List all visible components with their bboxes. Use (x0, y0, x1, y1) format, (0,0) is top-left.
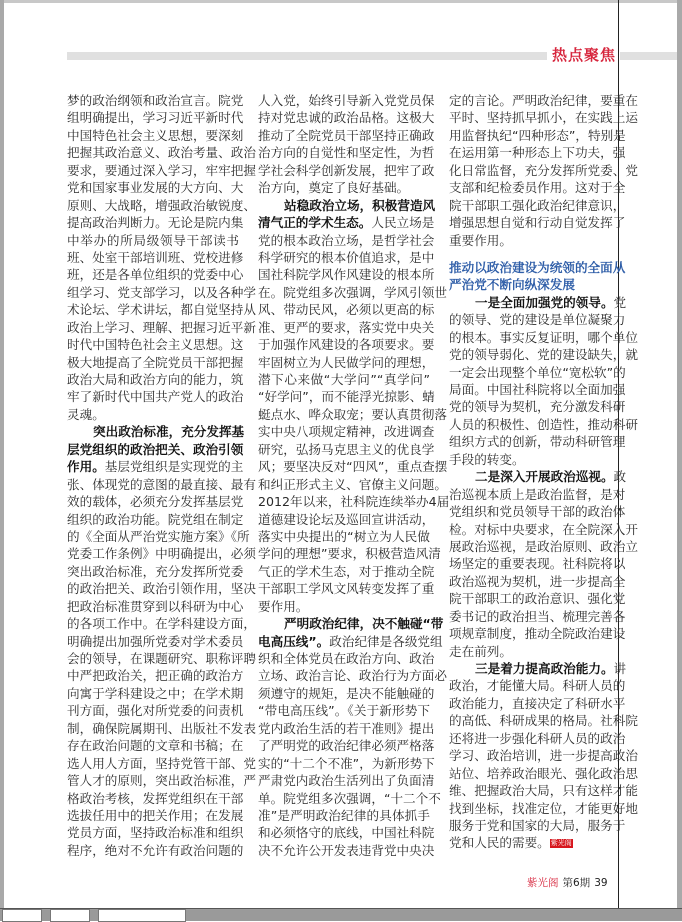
text-line: 组明确提出，学习习近平新时代 (67, 110, 244, 126)
text-line: 组学习、党支部学习，以及各种学 (67, 284, 256, 300)
text-line: 增强思想自觉和行动自觉发挥了 (449, 215, 626, 231)
text-line: 程序，绝对不允许有政治问题的 (67, 842, 244, 858)
text-line: 党的根本政治立场，是哲学社会 (258, 232, 435, 248)
text-line: 的《全面从严治党实施方案》《所 (67, 528, 250, 544)
text-line: 政治能力，直接决定了科研水平 (449, 695, 626, 711)
bold-lead-end: 作用。 (67, 459, 105, 475)
paragraph (67, 476, 256, 860)
text-line: 原则、大战略，增强政治敏锐度、 (67, 197, 256, 213)
paragraph (258, 92, 435, 197)
text-line: 提高政治判断力。无论是院内集 (67, 215, 244, 231)
text-line: 政治巡视为契机，进一步提高全 (449, 573, 626, 589)
subheading-line: 严治党不断向纵深发展 (449, 277, 575, 293)
bold-lead: 三是着力提高政治能力。 (475, 661, 614, 676)
bold-lead: 二是深入开展政治巡视。 (475, 469, 614, 485)
text-line (258, 633, 443, 650)
text-line: 手段的转变。 (449, 451, 525, 467)
text-line: 灵魂。 (67, 406, 105, 422)
spacer (449, 249, 621, 259)
text-line: 党和国家事业发展的大方向、大 (67, 180, 244, 196)
text-line: 严肃党内政治生活列出了负面清 (258, 773, 435, 789)
bold-lead-end: 清气正的学术生态。 (258, 215, 372, 231)
text-line: 组织的政治功能。院党组在制定 (67, 511, 244, 527)
text-line: 风、带动民风，必须以更高的标 (258, 302, 435, 318)
text-line: 术论坛、学术讲坛，都自觉坚持从 (67, 302, 256, 318)
text-line: 项规章制度，推动全院政治建设 (449, 626, 626, 642)
text-line: 的根本。事实反复证明，哪个单位 (449, 329, 638, 345)
text-line: 格政治考核，发挥党组织在干部 (67, 790, 244, 806)
text-line: 突出政治标准，充分发挥所党委 (67, 563, 244, 579)
text-rest: 政 (613, 469, 627, 485)
text-line: 准、更严的要求，落实党中央关 (258, 319, 435, 335)
text-line: 党的领导为契机，充分激发科研 (449, 399, 626, 415)
bold-lead: 一是全面加强党的领导。 (475, 294, 614, 310)
text-rest: 人民立场是 (371, 215, 435, 231)
text-line: 准”是严明政治纪律的具体抓手 (258, 807, 430, 823)
sheet-tab[interactable] (50, 909, 90, 922)
window-top-border (0, 0, 682, 3)
text-line: 找到坐标，找准定位，才能更好地 (449, 800, 638, 816)
text-line: 的政治把关、政治引领作用，坚决 (67, 581, 256, 597)
paragraph (449, 486, 638, 660)
text-line: 定的言论。严明政治纪律，要重在 (449, 93, 638, 108)
article-column-2 (258, 92, 450, 859)
text-line: 化日常监督，充分发挥所党委、党 (449, 162, 638, 178)
text-line: 委书记的政治担当、梳理完善各 (449, 608, 626, 624)
text-line: 平时、坚持抓早抓小，在实践上运 (449, 110, 638, 126)
vertical-scrollbar[interactable] (677, 0, 682, 920)
text-line: 中严把政治关，把正确的政治方 (67, 668, 244, 684)
bold-lead-line: 严明政治纪律，决不触碰“带 (284, 616, 444, 632)
text-last: 党和人民的需要。 (449, 835, 550, 851)
text-line: 在。院党组多次强调，学风引领世 (258, 284, 447, 300)
header-rule (67, 52, 547, 60)
text-line: 存在政治问题的文章和书稿；在 (67, 738, 244, 754)
text-line: 用监督执纪“四种形态”，特别是 (449, 127, 626, 143)
text-line: 实中央八项规定精神，改进调查 (258, 424, 435, 440)
text-line: 党委工作条例》中明确提出，必须 (67, 546, 256, 562)
text-line: 学社会科学创新发展，把牢了政 (258, 162, 435, 178)
end-mark-logo: 紫光阁 (550, 839, 572, 848)
text-line: 党内政治生活的若干准则》提出 (258, 720, 435, 736)
text-line (67, 458, 244, 475)
issue-number: 第6期 (562, 877, 591, 889)
text-line: 梦的政治纲领和政治宣言。院党 (67, 93, 244, 108)
text-line: 政治上学习、理解、把握习近平新 (67, 319, 256, 335)
text-line: 的各项工作中。在学科建设方面， (67, 616, 256, 632)
text-line: 蜓点水、哗众取宠；要认真贯彻落 (258, 406, 447, 422)
text-line: 选人用人方面，坚持党管干部、党 (67, 755, 256, 771)
text-line: 的领导、党的建设是单位凝聚力 (449, 312, 626, 328)
magazine-name: 紫光阁 (527, 877, 559, 889)
text-line: 国社科院学风作风建设的根本所 (258, 267, 435, 283)
text-line: 单。院党组多次强调，“十二个不 (258, 790, 441, 806)
text-line: 决不允许公开发表违背党中央决 (258, 842, 435, 858)
text-line: 推动了全院党员干部坚持正确政 (258, 127, 435, 143)
text-line: 实的“十二个不准”，为新形势下 (258, 755, 435, 771)
article-column-1 (67, 92, 256, 859)
text-line: 干部职工学风文风转变发挥了重 (258, 581, 435, 597)
text-line: 效的载体，必须充分发挥基层党 (67, 494, 244, 510)
text-line: 风；要坚决反对“四风”，重点查摆 (258, 459, 448, 475)
text-line: 班、处室干部培训班、党校进修 (67, 249, 244, 265)
text-line: 的高低、科研成果的格局。社科院 (449, 713, 638, 729)
text-line: 还将进一步强化科研人员的政治 (449, 730, 626, 746)
text-line: 研究，弘扬马克思主义的优良学 (258, 441, 435, 457)
bold-lead-end: 电高压线”。 (258, 633, 330, 649)
text-line: 政治，才能懂大局。科研人员的 (449, 678, 626, 694)
text-line: 重要作用。 (449, 232, 512, 248)
text-line (449, 660, 627, 677)
text-line: 明确提出加强所党委对学术委员 (67, 633, 244, 649)
text-line: 站位、培养政治眼光、强化政治思 (449, 765, 638, 781)
text-rest: 政治纪律是各级党组 (329, 633, 443, 649)
text-line: 治方向的自觉性和坚定性，为哲 (258, 145, 435, 161)
text-rest: 讲 (613, 661, 627, 676)
text-line: 党员方面，坚持政治标准和组织 (67, 825, 244, 841)
text-line: 走在前列。 (449, 643, 512, 659)
text-line: 极大地提高了全院党员干部把握 (67, 354, 244, 370)
text-line: 一定会出现整个单位“宽松软”的 (449, 364, 626, 380)
text-line: 服务于党和国家的大局，服务于 (449, 817, 626, 833)
text-line: 支部和纪检委员作用。这对于全 (449, 180, 626, 196)
text-line: 气正的学术生态，对于推动全院 (258, 563, 435, 579)
text-line: 牢了新时代中国共产党人的政治 (67, 389, 244, 405)
text-line: 展政治巡视，是政治原则、政治立 (449, 538, 638, 554)
text-line: 管人才的原则，突出政治标准，严 (67, 773, 256, 789)
section-title: 热点聚焦 (552, 46, 617, 64)
text-line: 党的领导弱化、党的建设缺失，就 (449, 347, 638, 363)
bold-lead-line: 层党组织的政治把关、政治引领 (67, 441, 244, 457)
text-line: 科学研究的根本价值追求，是中 (258, 249, 435, 265)
text-line: 要求，要通过深入学习，牢牢把握 (67, 162, 256, 178)
text-line: 中国特色社会主义思想，要深刻 (67, 127, 244, 143)
text-line: “带电高压线”。《关于新形势下 (258, 703, 430, 719)
text-line: 和必须恪守的底线，中国社科院 (258, 825, 435, 841)
text-line: 院干部职工强化政治纪律意识， (449, 197, 626, 213)
bold-lead-line: 站稳政治立场，积极营造风 (284, 197, 436, 213)
text-line: 张、体现党的意图的最直接、最有 (67, 476, 256, 492)
text-line: 局面。中国社科院将以全面加强 (449, 382, 626, 397)
text-line: 2012年以来，社科院连续举办4届 (258, 494, 450, 510)
text-line: 院干部职工的政治意识、强化党 (449, 591, 626, 607)
text-line: 了严明党的政治纪律必须严格落 (258, 738, 435, 754)
text-line (258, 214, 435, 231)
text-line: 牢固树立为人民做学问的理想， (258, 354, 435, 370)
paragraph (449, 92, 638, 249)
text-line: 织和全体党员在政治方向、政治 (258, 651, 435, 666)
paragraph (258, 232, 450, 616)
subheading-line: 推动以政治建设为统领的全面从 (449, 259, 626, 275)
text-line: 会的领导，在课题研究、职称评聘 (67, 651, 256, 666)
paragraph (449, 677, 638, 834)
text-line: 治方向，奠定了良好基础。 (258, 180, 410, 196)
text-line: 立场、政治言论、政治行为方面必 (258, 668, 447, 684)
text-line: 中举办的所局级领导干部读书 (67, 232, 239, 248)
sheet-tab[interactable] (2, 909, 42, 922)
text-line: 组织方式的创新，带动科研管理 (449, 434, 626, 450)
paragraph (449, 311, 638, 468)
text-line: 持对党忠诚的政治品格。这极大 (258, 110, 435, 126)
text-line: 检。对标中央要求，在全院深入开 (449, 521, 638, 537)
text-rest: 基层党组织是实现党的主 (104, 459, 244, 475)
window-left-border (0, 0, 4, 920)
text-line: 落实中央提出的“树立为人民做 (258, 528, 430, 544)
text-line: “好学问”，而不能浮光掠影、蜻 (258, 389, 435, 405)
text-line: 要作用。 (258, 598, 309, 614)
text-line: 人入党，始终引导新入党党员保 (258, 93, 435, 108)
text-line: 把握其政治意义、政治考量、政治 (67, 145, 256, 161)
header-rule-extension (620, 52, 677, 60)
text-line: 党组织和党员领导干部的政治体 (449, 504, 626, 520)
page-footer (527, 875, 608, 890)
text-line: 潜下心来做“大学问”“真学问” (258, 372, 430, 387)
text-line: 于加强作风建设的各项要求。要 (258, 337, 435, 353)
text-line: 和纠正形式主义、官僚主义问题。 (258, 476, 447, 492)
sheet-tab-active[interactable] (98, 909, 186, 922)
text-line: 学问的理想”要求，积极营造风清 (258, 546, 441, 562)
text-line: 政治大局和政治方向的能力，筑 (67, 372, 244, 387)
text-line: 班，还是各单位组织的党委中心 (67, 267, 244, 283)
text-line (449, 294, 627, 311)
text-line: 刊方面，强化对所党委的问责机 (67, 703, 244, 719)
text-line: 向寓于学科建设之中；在学术期 (67, 685, 244, 701)
text-line (449, 468, 627, 485)
text-line: 选拔任用中的把关作用；在发展 (67, 807, 244, 823)
text-line: 人员的积极性、创造性，推动科研 (449, 416, 638, 432)
text-line: 维、把握政治大局，只有这样才能 (449, 783, 638, 799)
page-number: 39 (594, 877, 608, 889)
text-line: 把政治标准贯穿到以科研为中心 (67, 598, 244, 614)
text-line: 在运用第一种形态上下功夫，强 (449, 145, 626, 161)
text-line: 学习、政治培训，进一步提高政治 (449, 748, 638, 764)
article-column-3 (449, 92, 638, 852)
text-line: 治巡视本质上是政治监督，是对 (449, 486, 626, 502)
text-line: 制，确保院属期刊、出版社不发表 (67, 720, 256, 736)
text-line: 须遵守的规矩，是决不能触碰的 (258, 685, 435, 701)
text-rest: 党 (613, 294, 627, 310)
text-line (449, 834, 621, 851)
bold-lead-line: 突出政治标准，充分发挥基 (93, 424, 245, 440)
text-line: 时代中国特色社会主义思想。这 (67, 337, 244, 353)
paragraph (67, 92, 256, 423)
paragraph (258, 650, 447, 859)
text-line: 场坚定的重要表现。社科院将以 (449, 556, 626, 572)
text-line: 道德建设论坛及巡回宣讲活动， (258, 511, 435, 527)
